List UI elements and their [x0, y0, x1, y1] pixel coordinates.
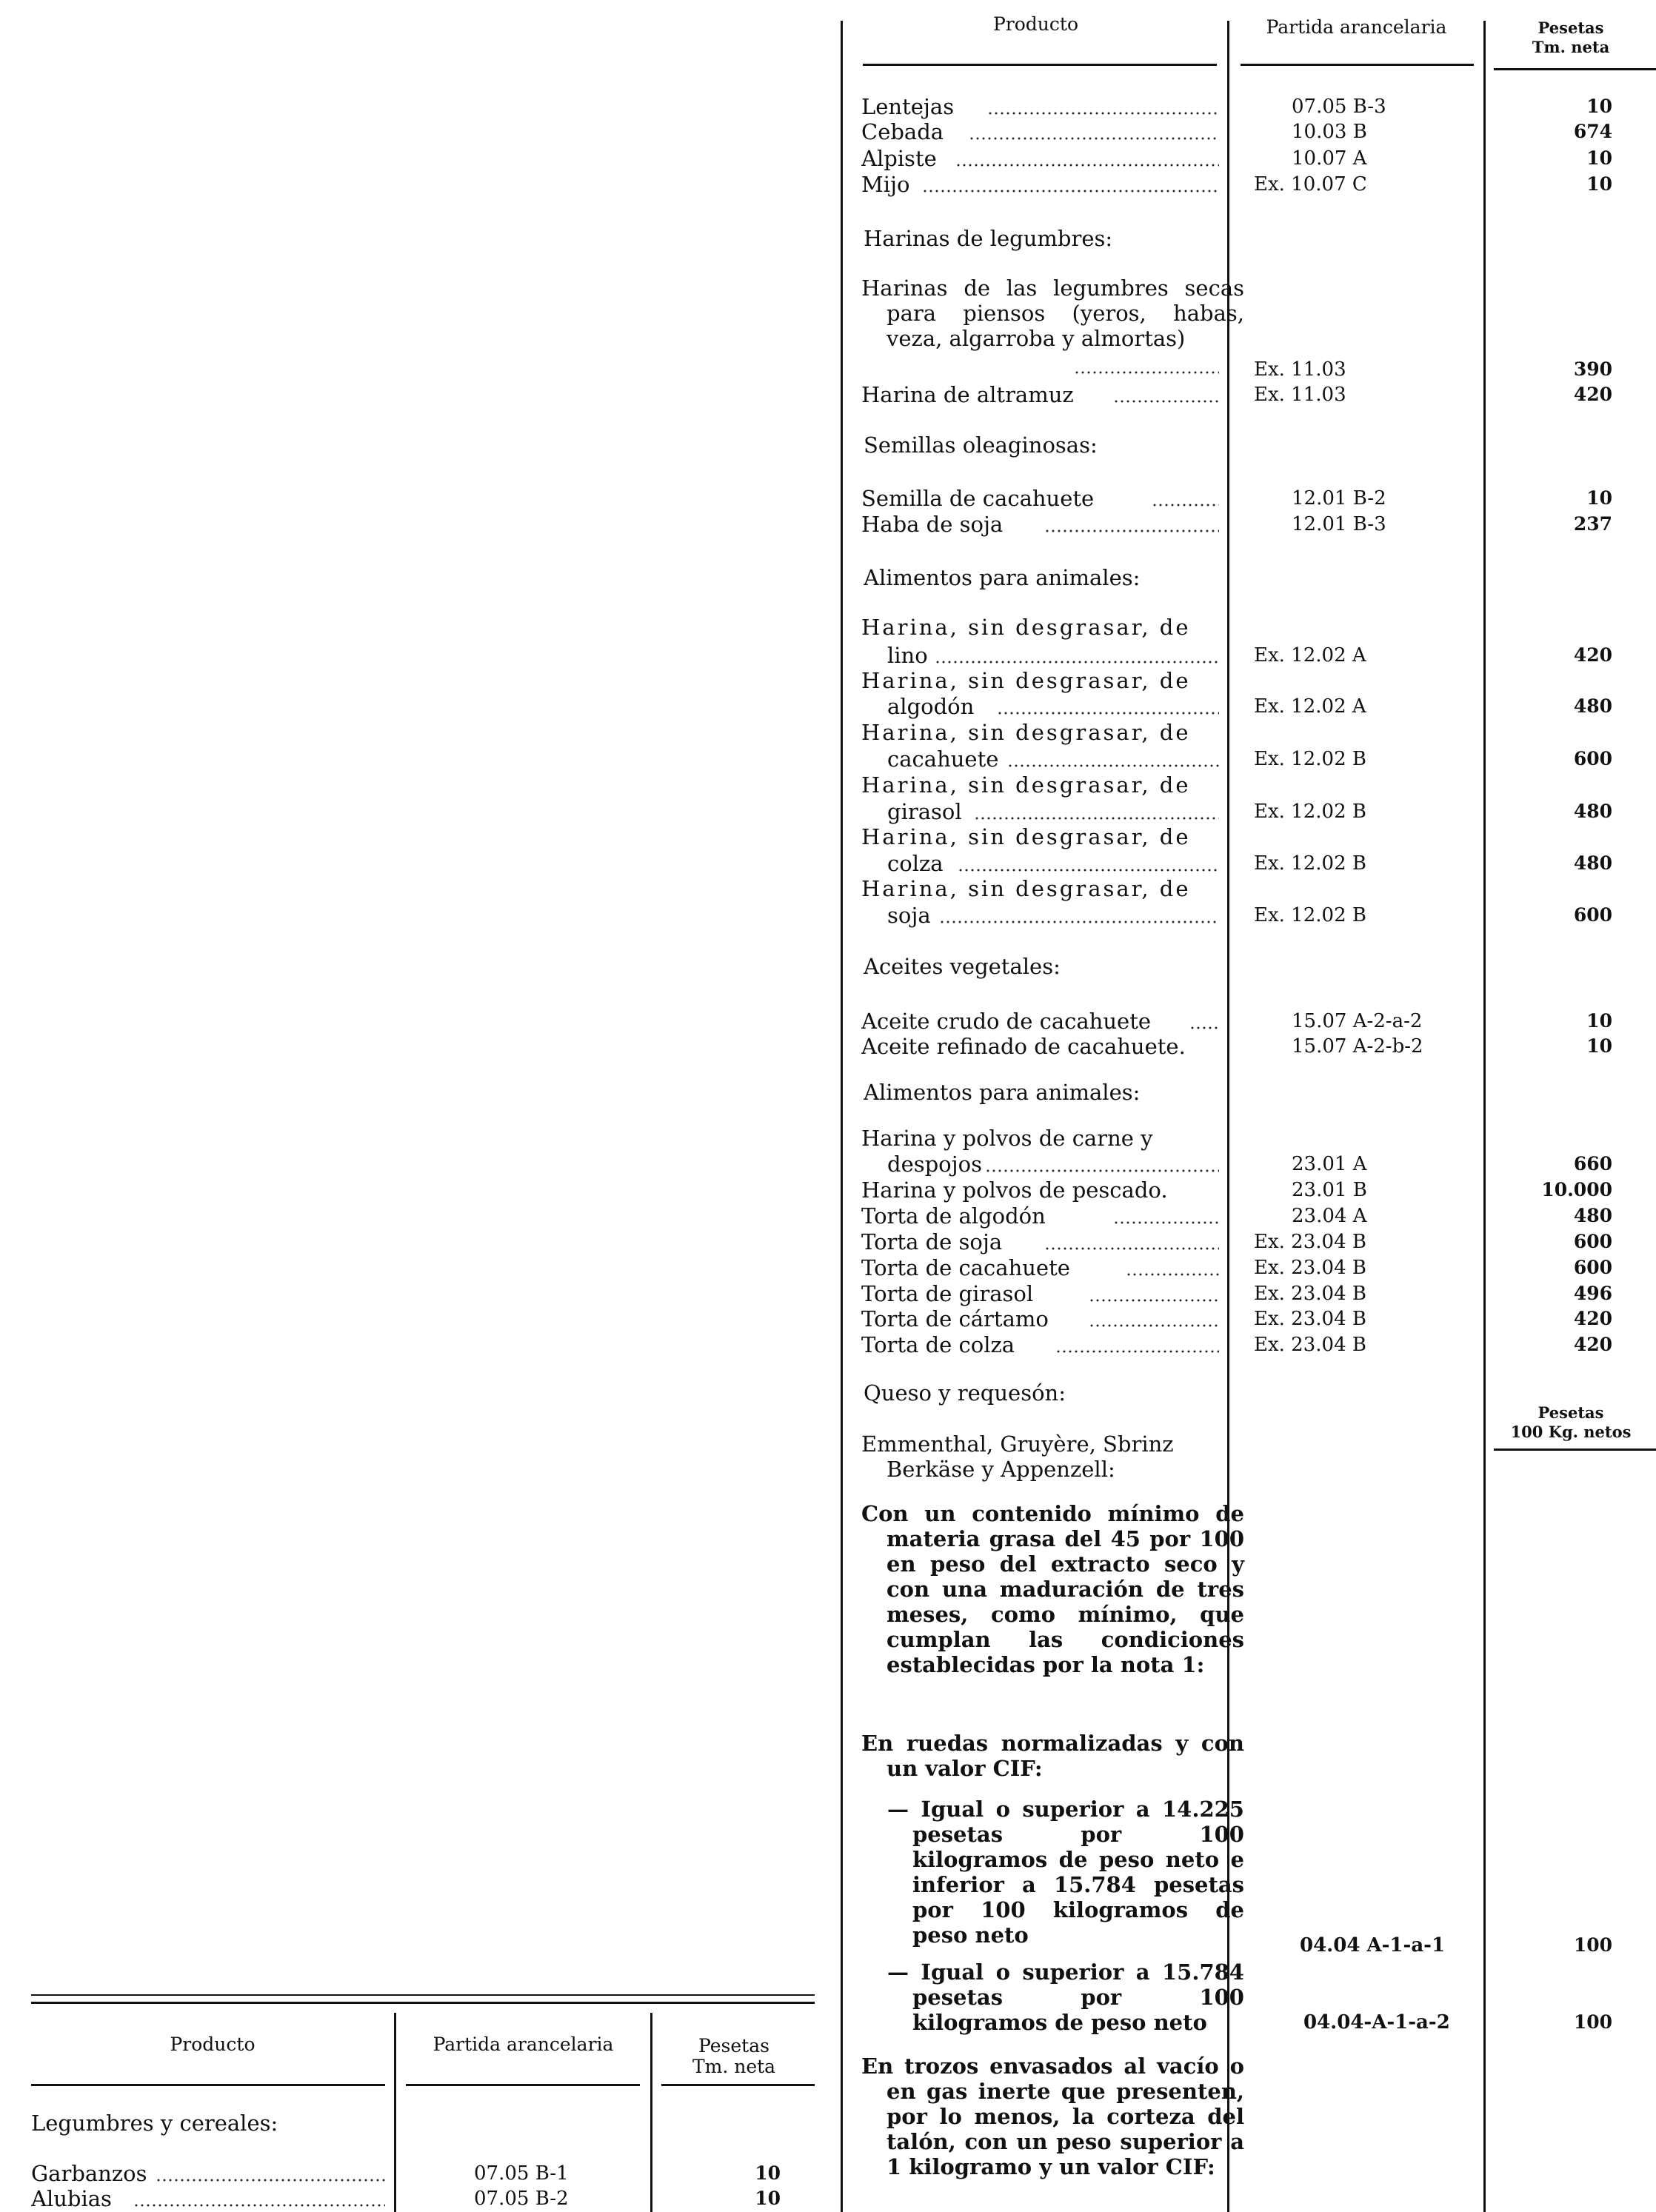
product-name: Torta de colza [861, 1332, 1015, 1357]
table-row [0, 903, 1656, 928]
product-name: despojos [887, 1152, 982, 1177]
price-value: 480 [1573, 695, 1612, 717]
pesetas-kg-rule [1494, 1449, 1656, 1451]
tariff-code: Ex. 11.03 [1254, 384, 1346, 406]
leader-dots [969, 137, 1219, 140]
tariff-code: 12.01 B-3 [1292, 513, 1386, 535]
right-header-rule-2 [1241, 64, 1474, 66]
tariff-code: 23.01 B [1292, 1179, 1367, 1201]
product-line: Harina, sin desgrasar, de [861, 720, 1191, 745]
product-line: Harina, sin desgrasar, de [861, 824, 1191, 849]
product-line: Harina, sin desgrasar, de [861, 876, 1191, 901]
tariff-code: Ex. 12.02 A [1254, 695, 1366, 718]
leader-dots [156, 2179, 385, 2182]
product-name: Mijo [861, 172, 910, 197]
table-row [0, 1306, 1656, 1331]
leader-dots [985, 1169, 1219, 1172]
product-name: Aceite crudo de cacahuete [861, 1009, 1152, 1034]
price-value: 496 [1573, 1283, 1612, 1304]
table-row [0, 512, 1656, 537]
harinas-legumbres-text: Harinas de las legumbres secas para piensos (yeros, habas, veza, algarroba y almortas) [861, 275, 1244, 351]
leader-dots [935, 661, 1219, 664]
product-name: Cebada [861, 119, 944, 144]
right-header-partida: Partida arancelaria [1266, 16, 1447, 38]
product-name: Lentejas [861, 94, 955, 119]
left-header-rule-2 [406, 2084, 640, 2086]
right-left-border [841, 21, 843, 2212]
leader-dots [997, 712, 1219, 715]
tariff-code: Ex. 23.04 B [1254, 1231, 1366, 1253]
price-value: 10 [1586, 1035, 1612, 1057]
product-name: Haba de soja [861, 512, 1004, 537]
tariff-code: 07.05 B-3 [1292, 96, 1386, 118]
tariff-code: Ex. 12.02 B [1254, 904, 1366, 926]
tariff-code: 10.03 B [1292, 121, 1367, 143]
table-row [0, 119, 1656, 144]
table-row [0, 1332, 1656, 1357]
price-value: 600 [1573, 1231, 1612, 1252]
tariff-code: 04.04-A-1-a-2 [1303, 2011, 1450, 2034]
tariff-code: 07.05 B-2 [474, 2188, 569, 2210]
tariff-code: Ex. 12.02 B [1254, 801, 1366, 823]
tariff-code: Ex. 23.04 B [1254, 1308, 1366, 1330]
product-name: Torta de cártamo [861, 1306, 1049, 1331]
table-row [0, 486, 1656, 511]
price-value: 600 [1573, 904, 1612, 926]
igual-superior-text: — Igual o superior a 15.784 pesetas por 100 kilogramos de peso neto [887, 1959, 1244, 2035]
right-header-pesetas-2: Tm. neta [1532, 38, 1610, 56]
trozos-text: En trozos envasados al vacío o en gas inerte que presenten, por lo menos, la corteza del talón, con un peso superior a 1 kilogramo y un valor CIF: [861, 2054, 1244, 2179]
leader-dots [1007, 764, 1219, 767]
price-value: 420 [1573, 384, 1612, 405]
table-row [0, 1152, 1656, 1177]
price-value: 10.000 [1541, 1179, 1612, 1200]
left-header-rule-1 [31, 2084, 385, 2086]
table-row [0, 1009, 1656, 1034]
left-top-rule [31, 2002, 815, 2004]
leader-dots [958, 869, 1219, 872]
table-row [0, 1034, 1656, 1059]
price-value: 420 [1573, 1308, 1612, 1329]
tariff-code: 12.01 B-2 [1292, 487, 1386, 509]
leader-dots [1089, 1299, 1219, 1302]
leader-dots [133, 2204, 385, 2207]
product-name: Torta de cacahuete [861, 1255, 1070, 1280]
leader-dots [1189, 1026, 1219, 1029]
price-value: 420 [1573, 644, 1612, 666]
price-value: 10 [1586, 1010, 1612, 1032]
leader-dots [1152, 504, 1219, 507]
table-row [0, 851, 1656, 876]
product-name: Torta de soja [861, 1229, 1003, 1254]
tariff-code: 07.05 B-1 [474, 2162, 569, 2185]
price-value: 480 [1573, 852, 1612, 874]
leader-dots [1113, 400, 1219, 403]
table-row [0, 1229, 1656, 1254]
leader-dots [1089, 1324, 1219, 1327]
right-header-rule-3 [1494, 68, 1656, 70]
product-name: algodón [887, 694, 975, 719]
price-value: 674 [1573, 121, 1612, 142]
tariff-code: Ex. 12.02 B [1254, 748, 1366, 770]
price-value: 10 [755, 2188, 781, 2209]
table-row [0, 2161, 815, 2186]
product-name: Harina y polvos de pescado. [861, 1177, 1168, 1203]
tariff-code: Ex. 23.04 B [1254, 1334, 1366, 1356]
product-line: Harina, sin desgrasar, de [861, 615, 1191, 640]
left-section-heading: Legumbres y cereales: [31, 2111, 278, 2136]
right-col-divider-2 [1483, 21, 1486, 2212]
tariff-code: Ex. 10.07 C [1254, 173, 1367, 196]
section-heading: Harinas de legumbres: [864, 226, 1113, 251]
table-row [0, 1281, 1656, 1306]
table-row [0, 146, 1656, 171]
table-row [0, 694, 1656, 719]
tariff-code: 15.07 A-2-b-2 [1292, 1035, 1423, 1057]
tariff-code: 23.01 A [1292, 1153, 1367, 1175]
price-value: 600 [1573, 748, 1612, 769]
section-heading: Alimentos para animales: [864, 1080, 1141, 1105]
product-name: Torta de algodón [861, 1203, 1046, 1229]
tariff-code: Ex. 12.02 B [1254, 852, 1366, 875]
table-row [0, 94, 1656, 119]
leader-dots [987, 112, 1219, 115]
product-line: Harina, sin desgrasar, de [861, 772, 1191, 798]
table-row [0, 172, 1656, 197]
product-name: Alubias [31, 2186, 112, 2211]
leader-dots [974, 817, 1219, 820]
tariff-code: 04.04 A-1-a-1 [1300, 1934, 1446, 1957]
product-name: Aceite refinado de cacahuete. [861, 1034, 1186, 1059]
table-row [0, 2186, 815, 2211]
table-row [0, 1255, 1656, 1280]
section-heading: Semillas oleaginosas: [864, 432, 1098, 458]
contenido-text: Con un contenido mínimo de materia grasa del 45 por 100 en peso del extracto seco y con una maduración de tres meses, como mínimo, que cumplan las condiciones establecidas por la nota 1: [861, 1501, 1244, 1677]
section-heading: Aceites vegetales: [864, 954, 1061, 979]
pesetas-kg-header-2: 100 Kg. netos [1510, 1423, 1632, 1441]
table-row [0, 382, 1656, 407]
product-name: colza [887, 851, 944, 876]
left-header-producto: Producto [170, 2034, 256, 2055]
table-row [0, 1203, 1656, 1229]
left-top-rule-thin [31, 1994, 815, 1996]
price-value: 390 [1573, 358, 1612, 380]
right-header-rule-1 [863, 64, 1217, 66]
tariff-code: 23.04 A [1292, 1205, 1367, 1227]
tariff-code: Ex. 12.02 A [1254, 644, 1366, 666]
left-header-pesetas-2: Tm. neta [692, 2056, 776, 2077]
product-line: Harina, sin desgrasar, de [861, 668, 1191, 693]
leader-dots [922, 190, 1219, 193]
tariff-code: Ex. 23.04 B [1254, 1257, 1366, 1279]
price-value: 480 [1573, 1205, 1612, 1226]
tariff-code: Ex. 23.04 B [1254, 1283, 1366, 1305]
product-name: Semilla de cacahuete [861, 486, 1095, 511]
section-heading: Queso y requesón: [864, 1380, 1066, 1406]
tariff-code: Ex. 11.03 [1254, 358, 1346, 381]
leader-dots [1044, 1247, 1219, 1250]
left-header-rule-3 [661, 2084, 815, 2086]
product-name: soja [887, 903, 931, 928]
emmenthal-text: Emmenthal, Gruyère, Sbrinz Berkäse y Appenzell: [861, 1431, 1174, 1482]
tariff-code: 10.07 A [1292, 147, 1367, 170]
product-name: Harina de altramuz [861, 382, 1074, 407]
price-value: 237 [1573, 513, 1612, 535]
price-value: 10 [755, 2162, 781, 2184]
table-row [0, 746, 1656, 772]
price-value: 480 [1573, 801, 1612, 822]
product-name: Garbanzos [31, 2161, 147, 2186]
price-value: 10 [1586, 147, 1612, 169]
leader-dots [1055, 1350, 1219, 1353]
ruedas-text: En ruedas normalizadas y con un valor CIF: [861, 1731, 1244, 1781]
product-name: girasol [887, 799, 962, 824]
right-header-pesetas-1: Pesetas [1538, 19, 1604, 37]
table-row [0, 1177, 1656, 1203]
table-row [0, 799, 1656, 824]
price-value: 600 [1573, 1257, 1612, 1278]
right-header-producto: Producto [992, 13, 1079, 35]
product-line: Harina y polvos de carne y [861, 1126, 1153, 1151]
price-value: 10 [1586, 173, 1612, 195]
price-value: 100 [1573, 1934, 1612, 1956]
product-name: cacahuete [887, 746, 999, 772]
pesetas-kg-header-1: Pesetas [1538, 1403, 1604, 1422]
price-value: 10 [1586, 487, 1612, 509]
igual-inferior-text: — Igual o superior a 14.225 pesetas por 100 kilogramos de peso neto e inferior a 15.784 pesetas por 100 kilogramos de peso neto [887, 1797, 1244, 1948]
product-name: lino [887, 643, 928, 668]
table-row [0, 643, 1656, 668]
leader-dots [1074, 371, 1219, 374]
product-name: Torta de girasol [861, 1281, 1034, 1306]
leader-dots [1044, 529, 1219, 532]
price-value: 420 [1573, 1334, 1612, 1355]
product-name: Alpiste [861, 146, 937, 171]
price-value: 660 [1573, 1153, 1612, 1175]
section-heading: Alimentos para animales: [864, 565, 1141, 590]
leader-dots [939, 920, 1219, 923]
left-header-pesetas-1: Pesetas [698, 2035, 769, 2056]
price-value: 100 [1573, 2011, 1612, 2033]
leader-dots [1126, 1273, 1219, 1276]
tariff-code: 15.07 A-2-a-2 [1292, 1010, 1423, 1032]
price-value: 10 [1586, 96, 1612, 117]
left-header-partida: Partida arancelaria [433, 2034, 614, 2055]
leader-dots [955, 164, 1219, 167]
leader-dots [1113, 1221, 1219, 1224]
